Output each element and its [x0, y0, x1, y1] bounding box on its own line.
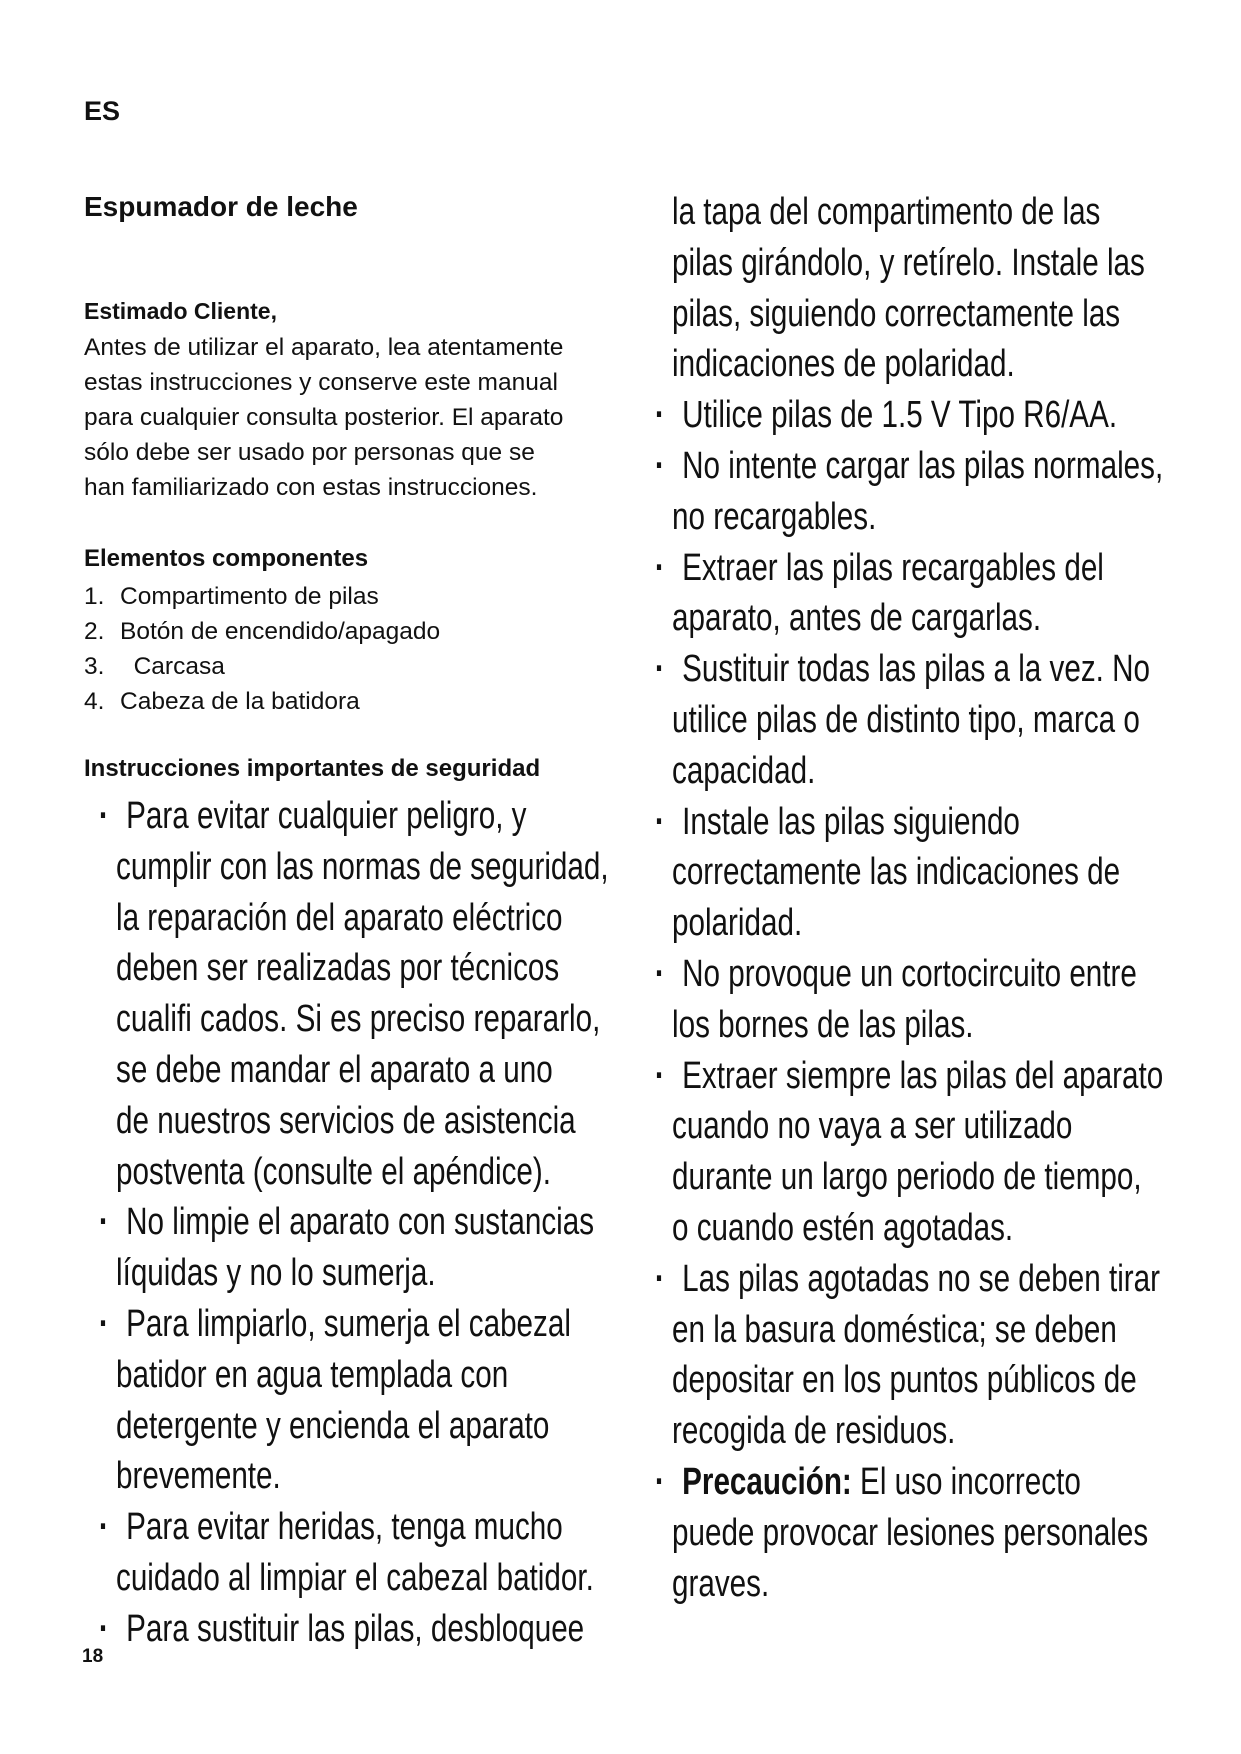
text-line [672, 1203, 1163, 1254]
line-text: se debe mandar el aparato a uno [116, 1048, 553, 1091]
line-text: Extraer las pilas recargables del [682, 546, 1104, 589]
item-number: 2. [84, 618, 105, 645]
text-line [654, 1051, 1164, 1102]
text-line [672, 695, 1163, 746]
item-label: Botón de encendido/apagado [120, 618, 441, 645]
text-line [116, 1096, 609, 1147]
text-line [116, 994, 609, 1045]
line-text: polaridad. [672, 902, 803, 945]
bullet-icon: · [654, 952, 665, 995]
line-text: El uso incorrecto [851, 1460, 1081, 1503]
text-line [672, 1000, 1163, 1051]
line-text: brevemente. [116, 1455, 281, 1498]
item-label: Cabeza de la batidora [120, 688, 360, 715]
text-line [672, 1559, 1163, 1610]
document-title: Espumador de leche [84, 191, 358, 222]
text-line [116, 1248, 609, 1299]
text-line [654, 1254, 1163, 1305]
intro-line: para cualquier consulta posterior. El aparato [84, 404, 564, 431]
text-line [116, 1451, 609, 1502]
text-line [654, 797, 1163, 848]
list-item [84, 614, 440, 649]
line-text: los bornes de las pilas. [672, 1003, 974, 1046]
safety-right-column [654, 187, 1241, 1609]
line-text: cuando no vaya a ser utilizado [672, 1105, 1073, 1148]
text-line [672, 1305, 1163, 1356]
line-text: correctamente las indicaciones de [672, 851, 1121, 894]
bullet-icon: · [98, 1506, 109, 1549]
line-text: aparato, antes de cargarlas. [672, 597, 1042, 640]
safety-heading: Instrucciones importantes de seguridad [84, 755, 541, 782]
text-line [116, 893, 609, 944]
greeting: Estimado Cliente, [84, 298, 277, 324]
line-text: Para evitar heridas, tenga mucho [126, 1506, 563, 1549]
line-text: batidor en agua templada con [116, 1353, 509, 1396]
item-label: Compartimento de pilas [120, 583, 379, 610]
bullet-icon: · [98, 1607, 109, 1650]
bullet-icon: · [654, 444, 665, 487]
item-label: Carcasa [120, 653, 225, 680]
intro-line: estas instrucciones y conserve este manual [84, 369, 558, 396]
text-line [672, 1508, 1163, 1559]
text-line [98, 791, 609, 842]
text-line [672, 187, 1163, 238]
bullet-icon: · [98, 795, 109, 837]
text-line [116, 1045, 609, 1096]
text-line [672, 289, 1163, 340]
text-block [98, 791, 609, 1655]
text-line [672, 492, 1163, 543]
line-text: deben ser realizadas por técnicos [116, 947, 560, 990]
line-text: postventa (consulte el apéndice). [116, 1150, 551, 1193]
line-text: cualifi cados. Si es preciso repararlo, [116, 998, 601, 1041]
line-text: cumplir con las normas de seguridad, [116, 845, 609, 888]
bullet-icon: · [98, 1201, 109, 1244]
text-line [654, 644, 1163, 695]
bullet-icon: · [654, 1054, 665, 1097]
safety-left-column [98, 791, 748, 1655]
text-line [98, 1502, 609, 1553]
line-text: utilice pilas de distinto tipo, marca o [672, 698, 1140, 741]
text-line [672, 898, 1163, 949]
line-text: Para limpiarlo, sumerja el cabezal [126, 1302, 571, 1345]
item-number: 3. [84, 653, 105, 680]
line-text: Las pilas agotadas no se deben tirar [682, 1257, 1160, 1300]
components-list [84, 579, 440, 719]
line-text: Instale las pilas siguiendo [682, 800, 1020, 843]
text-line [672, 593, 1163, 644]
text-line [116, 1350, 609, 1401]
line-text: pilas girándolo, y retírelo. Instale las [672, 241, 1145, 284]
item-number: 1. [84, 583, 105, 610]
line-text: Extraer siempre las pilas del aparato [682, 1054, 1164, 1097]
text-line [672, 238, 1163, 289]
text-line [672, 847, 1163, 898]
warning-label: Precaución: [682, 1460, 852, 1503]
bullet-icon: · [654, 648, 665, 691]
line-text: recogida de residuos. [672, 1410, 956, 1453]
text-line [672, 746, 1163, 797]
line-text: no recargables. [672, 495, 877, 538]
line-text: detergente y encienda el aparato [116, 1404, 550, 1447]
bullet-icon: · [654, 546, 665, 589]
text-line [98, 1299, 609, 1350]
text-line [672, 1406, 1163, 1457]
intro-line: han familiarizado con estas instrucciones. [84, 474, 538, 501]
text-line [672, 339, 1163, 390]
text-line [116, 1147, 609, 1198]
intro-line: sólo debe ser usado por personas que se [84, 439, 535, 466]
item-number: 4. [84, 688, 105, 715]
text-line [672, 1152, 1163, 1203]
line-text: de nuestros servicios de asistencia [116, 1099, 576, 1142]
line-text: No intente cargar las pilas normales, [682, 444, 1164, 487]
bullet-icon: · [98, 1302, 109, 1345]
line-text: pilas, siguiendo correctamente las [672, 292, 1121, 335]
line-text: Para sustituir las pilas, desbloquee [126, 1607, 585, 1650]
page-number: 18 [82, 1646, 104, 1667]
line-text: en la basura doméstica; se deben [672, 1308, 1117, 1351]
line-text: depositar en los puntos públicos de [672, 1359, 1137, 1402]
line-text: o cuando estén agotadas. [672, 1206, 1014, 1249]
bullet-icon: · [654, 800, 665, 843]
line-text: la reparación del aparato eléctrico [116, 896, 563, 939]
text-line [116, 943, 609, 994]
line-text: No limpie el aparato con sustancias [126, 1201, 595, 1244]
language-label: ES [84, 96, 121, 126]
text-line [116, 1401, 609, 1452]
list-item [84, 684, 440, 719]
line-text: Para evitar cualquier peligro, y [126, 795, 527, 837]
intro-paragraph [84, 330, 644, 505]
text-line [116, 1553, 609, 1604]
text-line [654, 949, 1163, 1000]
intro-line: Antes de utilizar el aparato, lea atentamente [84, 334, 564, 361]
line-text: puede provocar lesiones personales [672, 1511, 1149, 1554]
text-line [654, 441, 1164, 492]
bullet-icon: · [654, 1460, 665, 1503]
text-line [654, 1457, 1163, 1508]
list-item [84, 579, 440, 614]
text-line [654, 390, 1163, 441]
text-line [654, 543, 1163, 594]
line-text: cuidado al limpiar el cabezal batidor. [116, 1556, 594, 1599]
line-text: Sustituir todas las pilas a la vez. No [682, 648, 1151, 691]
line-text: No provoque un cortocircuito entre [682, 952, 1137, 995]
line-text: indicaciones de polaridad. [672, 343, 1015, 386]
text-line [98, 1197, 609, 1248]
bullet-icon: · [654, 394, 665, 437]
text-line [98, 1604, 609, 1655]
list-item [84, 649, 440, 684]
text-line [672, 1101, 1163, 1152]
bullet-icon: · [654, 1257, 665, 1300]
components-heading: Elementos componentes [84, 545, 369, 572]
text-line [672, 1355, 1163, 1406]
line-text: Utilice pilas de 1.5 V Tipo R6/AA. [682, 394, 1118, 437]
line-text: líquidas y no lo sumerja. [116, 1252, 436, 1295]
line-text: la tapa del compartimento de las [672, 191, 1101, 233]
line-text: capacidad. [672, 749, 816, 792]
line-text: graves. [672, 1562, 770, 1605]
text-block [654, 187, 1164, 1609]
text-line [116, 842, 609, 893]
line-text: durante un largo periodo de tiempo, [672, 1156, 1142, 1199]
